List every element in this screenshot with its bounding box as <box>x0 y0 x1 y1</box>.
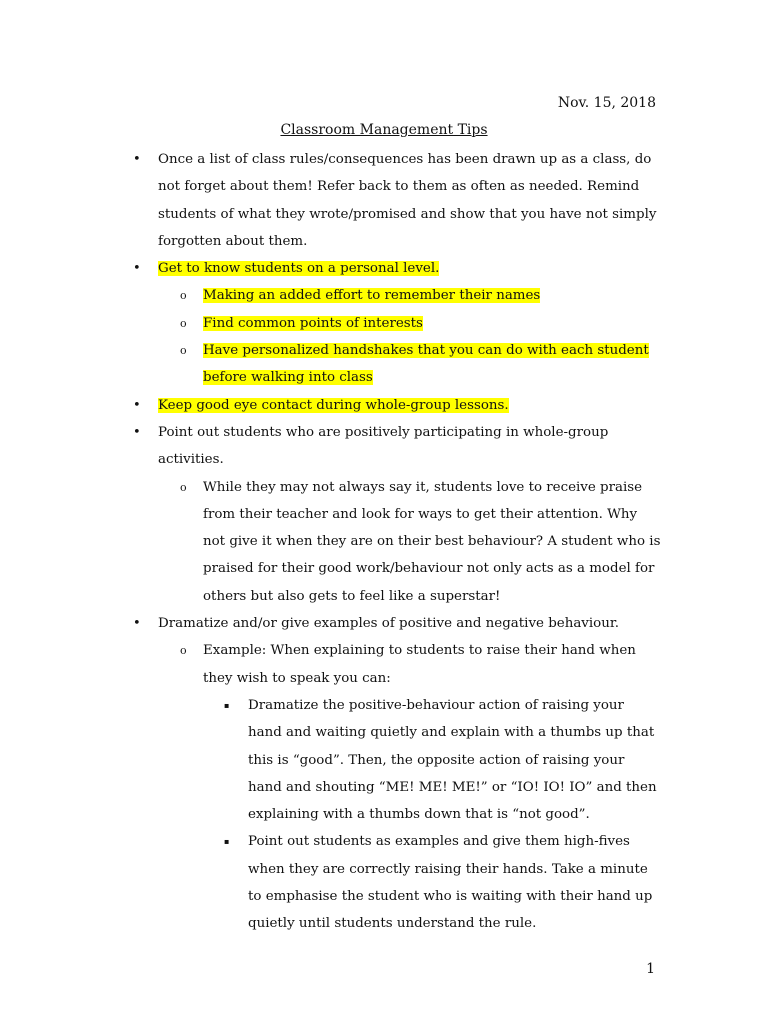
bullet-icon: • <box>133 261 141 277</box>
bullet-icon: • <box>133 397 141 413</box>
highlighted-text: Keep good eye contact during whole-group lessons. <box>158 397 509 413</box>
list-item <box>131 146 661 255</box>
list-item <box>131 692 661 828</box>
highlighted-text: Find common points of interests <box>203 315 423 331</box>
circle-bullet-icon: o <box>180 480 187 494</box>
highlighted-text: Get to know students on a personal level. <box>158 261 440 277</box>
list-item <box>131 282 661 309</box>
circle-bullet-icon: o <box>180 644 187 658</box>
tips-list <box>131 146 661 938</box>
list-item-text: Once a list of class rules/consequences has been drawn up as a class, do not forget about them! Refer back to them as often as needed. Remind students of what they wrote/promised and show that you have not simply forgotten about them. <box>158 152 657 249</box>
circle-bullet-icon: o <box>180 316 187 330</box>
bullet-icon: • <box>133 616 141 632</box>
list-item <box>131 637 661 692</box>
highlighted-text: Making an added effort to remember their names <box>203 288 541 304</box>
list-item <box>131 255 661 282</box>
list-item <box>131 610 661 637</box>
square-bullet-icon: ▪ <box>224 700 230 710</box>
list-item-text: Point out students who are positively participating in whole-group activities. <box>158 424 609 468</box>
circle-bullet-icon: o <box>180 289 187 303</box>
list-item <box>131 419 661 474</box>
circle-bullet-icon: o <box>180 344 187 358</box>
list-item <box>131 337 661 392</box>
list-item-text: Point out students as examples and give them high-fives when they are correctly raising their hands. Take a minute to emphasise the student who is waiting with their hand up quietly until students understand the rule. <box>248 834 653 932</box>
highlighted-text: Have personalized handshakes that you can do with each student before walking into class <box>203 343 649 386</box>
list-item-text: Example: When explaining to students to raise their hand when they wish to speak you can: <box>203 643 636 686</box>
bullet-icon: • <box>133 152 141 167</box>
document-date: Nov. 15, 2018 <box>557 95 656 111</box>
page-number: 1 <box>646 961 655 977</box>
document-title: Classroom Management Tips <box>280 122 488 138</box>
list-item-text: Dramatize and/or give examples of positive and negative behaviour. <box>158 616 620 632</box>
list-item <box>131 392 661 419</box>
list-item-text: Dramatize the positive-behaviour action of raising your hand and waiting quietly and explain with a thumbs up that this is “good”. Then, the opposite action of raising your hand and shouting “ME! ME! ME!” or “IO! IO! IO” and then explaining with a thumbs down that is “not good”. <box>248 697 657 823</box>
list-item <box>131 474 661 610</box>
square-bullet-icon: ▪ <box>224 837 230 847</box>
list-item <box>131 828 661 937</box>
bullet-icon: • <box>133 424 141 440</box>
list-item <box>131 310 661 337</box>
list-item-text: While they may not always say it, students love to receive praise from their teacher and look for ways to get their attention. Why not give it when they are on their best behaviour? A student who is praised for their good work/behaviour not only acts as a model for others but also gets to feel like a superstar! <box>203 479 661 604</box>
